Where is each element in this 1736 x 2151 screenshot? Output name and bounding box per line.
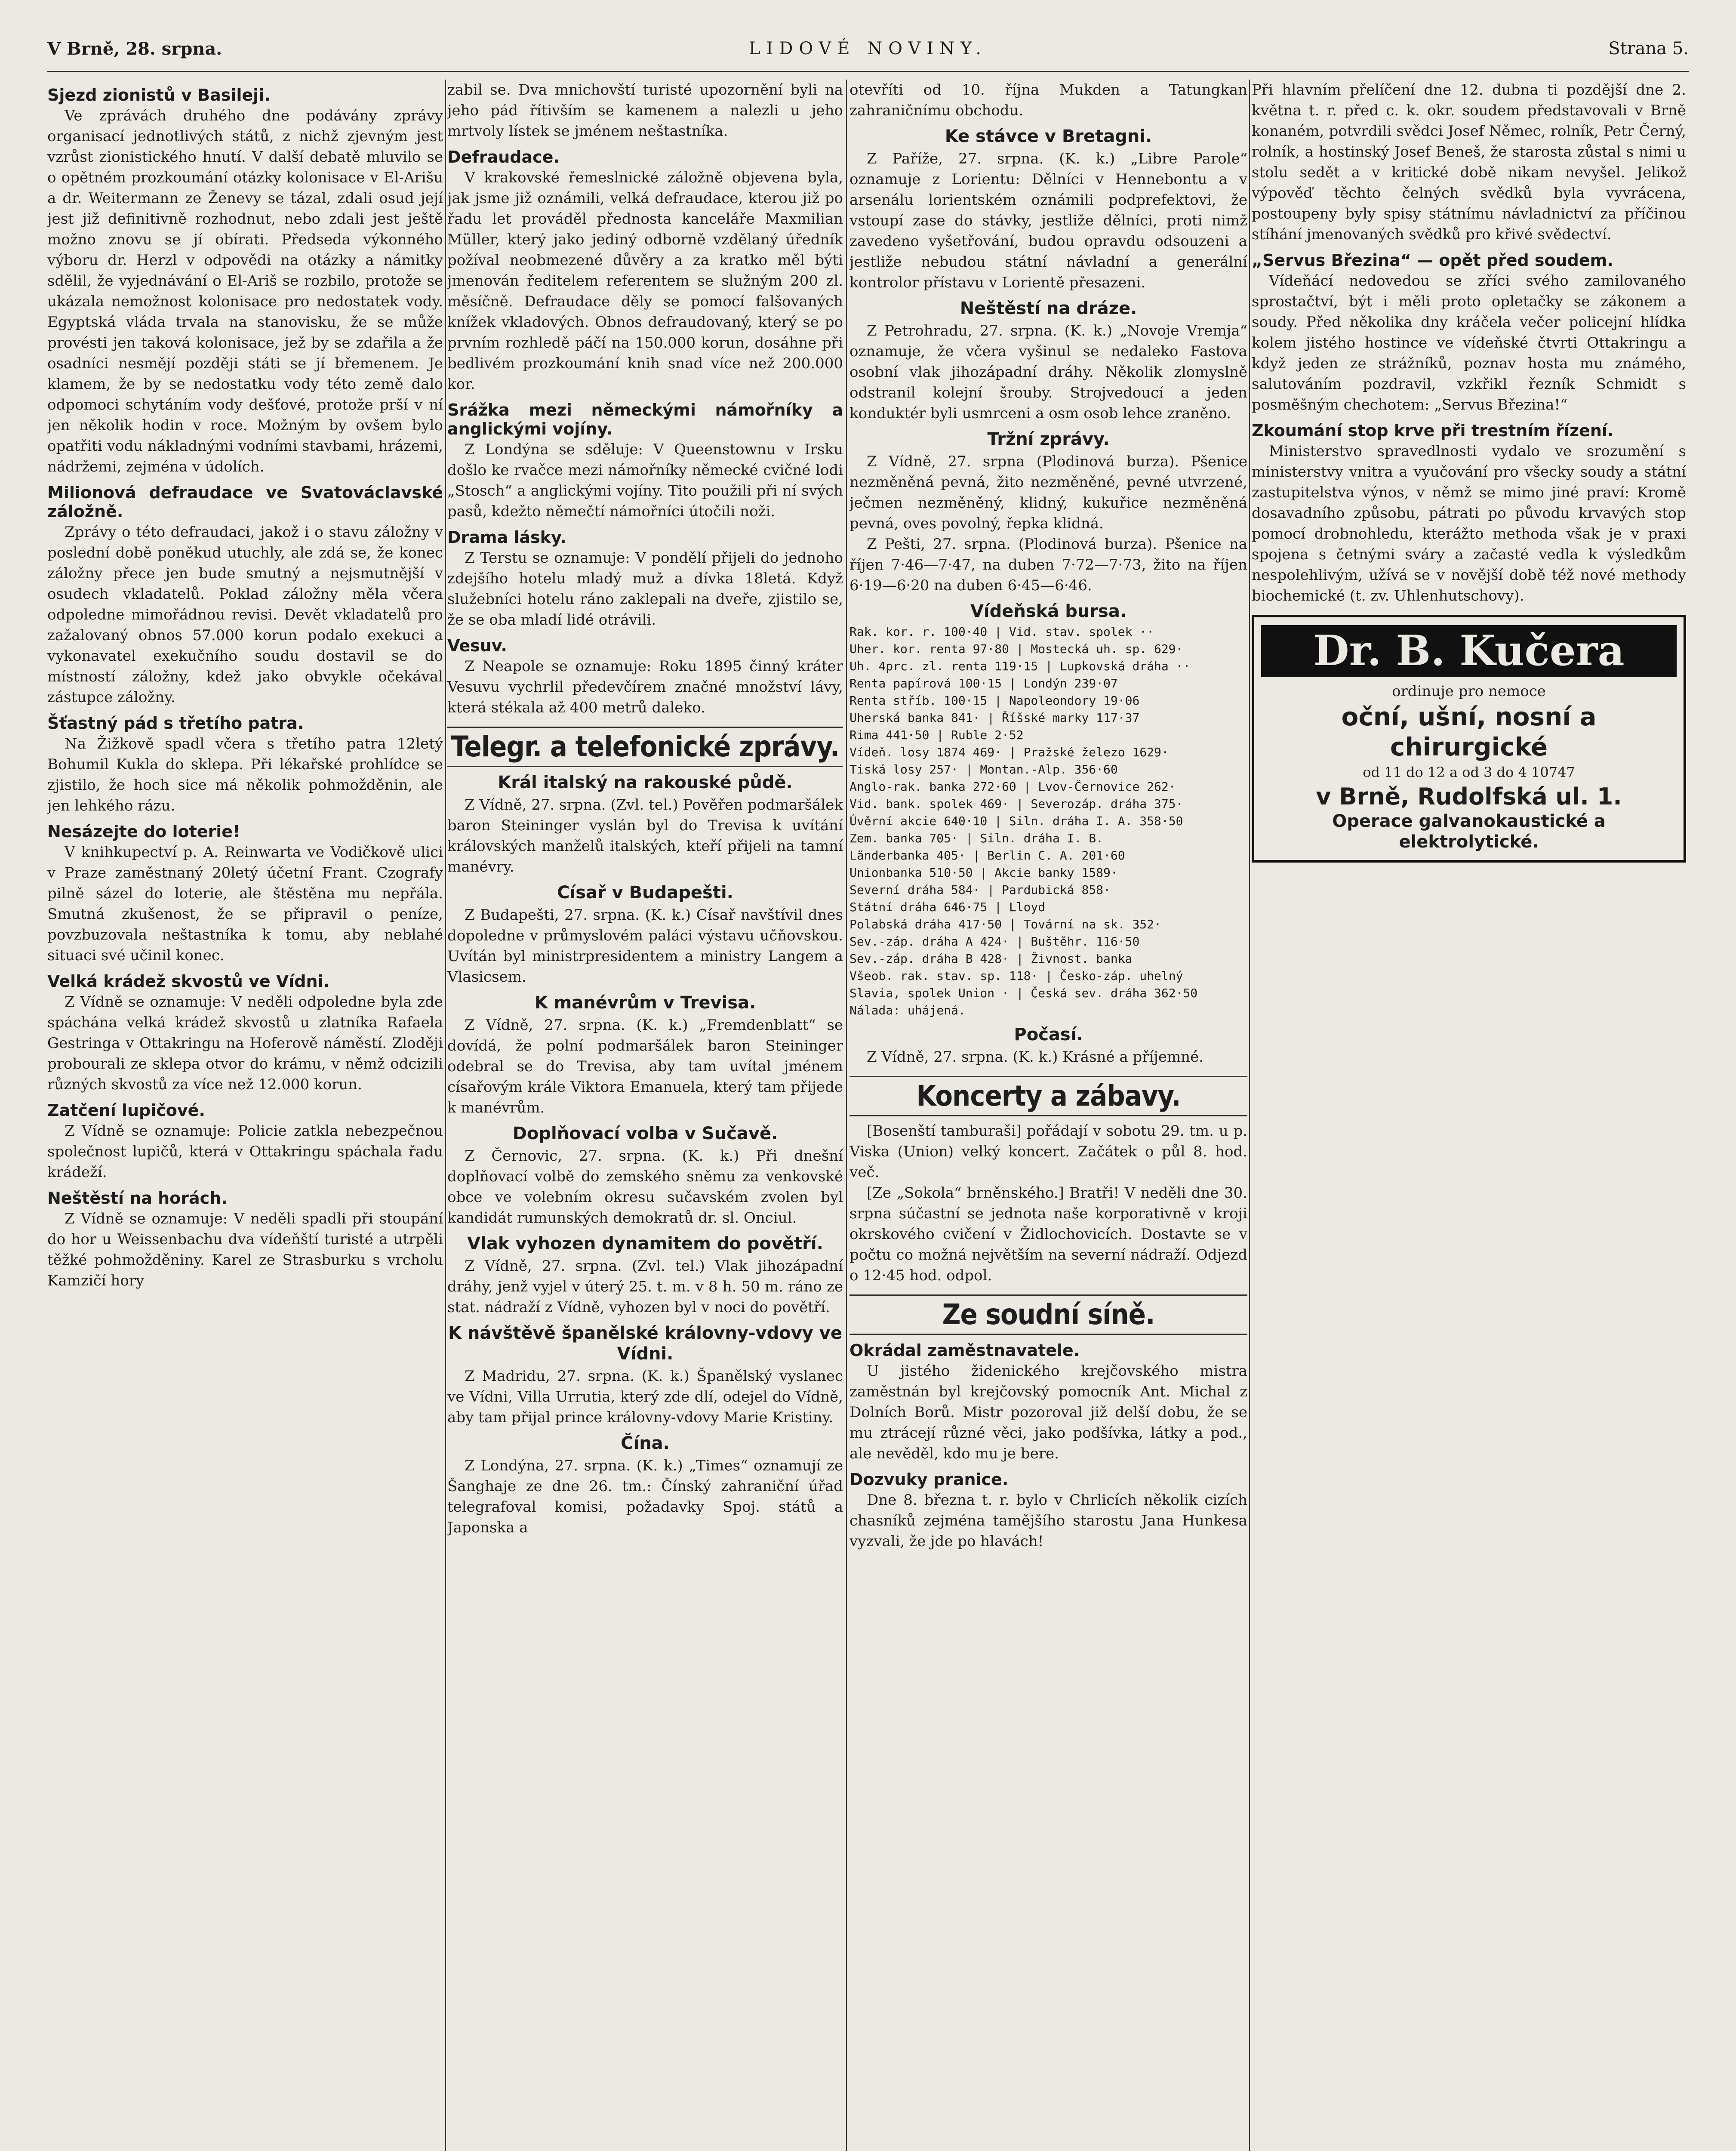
article-text: [Ze „Sokola“ brněnského.] Bratři! V neděli dne 30. srpna súčastní se jednota naše korporativně v kroji okrskového cvičení v Židlochovicích. Dostavte se v počtu co možná největším na severní nádraží. Odjezd o 12·45 hod. odpol. [850, 1184, 1247, 1284]
article-heading: Sjezd zionistů v Basileji. [47, 86, 271, 105]
column-1 [47, 80, 443, 2151]
article-text: U jistého židenického krejčovského mistra zaměstnán byl krejčovský pomocník Ant. Michal z Dolních Borů. Mistr pozoroval již delší dobu, že se mu ztrácejí různé věci, jako podšívka, látky a pod., ale nevěděl, kdo mu je bere. [850, 1362, 1247, 1462]
column-3 [850, 80, 1247, 2151]
advertisement [1252, 615, 1686, 863]
column-4 [1252, 80, 1686, 2151]
article-text: Vídeňácí nedovedou se zříci svého zamilovaného sprostačtví, být i měli proto opletačky se zákonem a soudy. Před několika dny kráčela večer policejní hlídka kolem jistého hostince ve vídeňské čtvrti Ottakringu a když jeden ze strážníků, poznav hosta mu známého, salutováním pozdravil, vzkřikl řezník Schmidt s posměšným chechotem: „Servus Březina!“ [1252, 272, 1686, 413]
news-heading: Tržní zprávy. [987, 429, 1110, 449]
article-text: Z Vídně, 27. srpna. (Zvl. tel.) Vlak jihozápadní dráhy, jenž vyjel v úterý 25. t. m. v 8 h. 50 m. ráno ze stat. nádraží z Vídně, vyhozen byl v noci do povětří. [447, 1257, 843, 1316]
article-heading: Defraudace. [447, 148, 560, 166]
article-text: Dne 8. března t. r. bylo v Chrlicích několik cizích chasníků zejména tamějšího starostu Jana Hunkesa vyzvali, že jde po hlavách! [850, 1492, 1247, 1550]
stock-exchange-table: Rak. kor. r. 100·40 | Vid. stav. spolek ·· Uher. kor. renta 97·80 | Mostecká uh. sp. 629· Uh. 4prc. zl. renta 119·15 | Lupkovská dráha ·· Renta papírová 100·15 | Londýn 239·07 Renta stříb. 100·15 | Napoleondory 19·06 Uherská banka 841· | Říšské marky 117·37 Rima 441·50 | Ruble 2·52 Vídeň. losy 1874 469· | Pražské železo 1629· Tiská losy 257· | Montan.-Alp. 356·60 Anglo-rak. banka 272·60 | Lvov-Černovice 262· Vid. bank. spolek 469· | Severozáp. dráha 375· Úvěrní akcie 640·10 | Siln. dráha I. A. 358·50 Zem. banka 705· | Siln. dráha I. B. Länderbanka 405· | Berlin C. A. 201·60 Unionbanka 510·50 | Akcie banky 1589· Severní dráha 584· | Pardubická 858· Státní dráha 646·75 | Lloyd Polabská dráha 417·50 | Tovární na sk. 352· Sev.-záp. dráha A 424· | Buštěhr. 116·50 Sev.-záp. dráha B 428· | Živnost. banka Všeob. rak. stav. sp. 118· | Česko-záp. uhelný Slavia, spolek Union · | Česká sev. dráha 362·50 Nálada: uhájená. [850, 625, 1198, 1017]
news-heading: Vídeňská bursa. [970, 601, 1127, 621]
article-text: Z Paříže, 27. srpna. (K. k.) „Libre Parole“ oznamuje z Lorientu: Dělníci v Hennebontu a v arsenálu lorientském oznámili podprefektovi, že vstoupí zase do stávky, jestliže dělníci, proti nimž zavedeno vyšetřování, budou opravdu odsouzeni a jestliže nebudou státní návladní a generální kontrolor přístavu v Lorientě přesazeni. [850, 150, 1247, 291]
page-header [47, 39, 1689, 69]
article-text: Z Vídně se oznamuje: V neděli odpoledne byla zde spáchána velká krádež skvostů u zlatníka Rafaela Gestringa v Ottakringu na Hoferově náměstí. Zloději probourali ze sklepa otvor do krámu, v němž odcizili různých skvostů za více než 12.000 korun. [47, 993, 443, 1093]
article-heading: Velká krádež skvostů ve Vídni. [47, 972, 330, 991]
article-text: Na Žižkově spadl včera s třetího patra 12letý Bohumil Kukla do sklepa. Při lékařské prohlídce se zjistilo, že hoch sice má několik pohmožděnin, ale jen lehkého rázu. [47, 735, 443, 814]
article-text: Při hlavním přelíčení dne 12. dubna ti pozdější dne 2. května t. r. před c. k. okr. soudem představovali v Brně konaném, potvrdili svědci Josef Němec, rolník, Petr Černý, rolník, a hostinský Josef Beneš, že starosta zůstal s nimi u stolu sedět a v kritické době nikam nevyšel. Jelikož výpověď těchto čelných svědků byla vyvrácena, postoupeny byly spisy státnímu návladnictví za příčinou stíhání jmenovaných svědků pro křivé svědectví. [1252, 81, 1686, 243]
article-heading: Srážka mezi německými námořníky a anglickými vojíny. [447, 401, 843, 438]
article-text: Z Budapešti, 27. srpna. (K. k.) Císař navštívil dnes dopoledne v průmyslovém paláci výstavu učňovskou. Uvítán byl ministrpresidentem a ministry Langem a Vlasicsem. [447, 906, 843, 986]
article-text: Z Londýna, 27. srpna. (K. k.) „Times“ oznamují ze Šanghaje ze dne 26. tm.: Čínský zahraniční úřad telegrafoval komisi, požadavky Spoj. států a Japonska a [447, 1457, 843, 1536]
article-heading: Drama lásky. [447, 528, 566, 547]
article-heading: Neštěstí na horách. [47, 1189, 228, 1208]
article-text: Z Londýna se sděluje: V Queenstownu v Irsku došlo ke rvačce mezi námořníky německé cvičné lodi „Stosch“ a anglickými vojíny. Tito použili při ní svých pasů, kdežto němečtí námořníci útočili noži. [447, 441, 843, 520]
article-text: Z Vídně, 27. srpna. (Zvl. tel.) Pověřen podmaršálek baron Steininger vyslán byl do Trevisa k uvítání královských manželů italských, kteří přijeli na tamní manévry. [447, 796, 843, 875]
article-text: V knihkupectví p. A. Reinwarta ve Vodičkově ulici v Praze zaměstnaný 20letý účetní Frant. Czografy pilně sázel do loterie, ale štěstěna mu nepřála. Smutná zkušenost, že se připravil o peníze, povzbuzovala neštastníka k tomu, aby neblahé situaci své učinil konec. [47, 844, 443, 964]
column-rule [846, 80, 847, 2151]
article-text: Ve zprávách druhého dne podávány zprávy organisací jednotlivých států, z nichž zjevným jest vzrůst zionistického hnutí. V další debatě mluvilo se o opětném prozkoumání otázky kolonisace v El-Arišu a dr. Weitermann ze Ženevy se tázal, zdali osud její jest již definitivně rozhodnut, nebo zdali jest ještě možno znovu se jí obírati. Předseda výkonného výboru dr. Herzl v odpovědi na otázky a námitky sdělil, že vyjednávání o El-Ariš se rozbilo, protože se ukázala nemožnost kolonisace pro nedostatek vody. Egyptská vláda trvala na stanovisku, že se může provésti jen taková kolonisace, jež by se zdařila a že osadníci nesmějí později státi se jí břemenem. Je klamem, že by se nedostatku vody této země dalo odpomoci schytáním vody dešťové, protože prší v ní jen několik hodin v roce. Možným by ovšem bylo opatřiti vodu nákladnými vodními stavbami, hrázemi, nádržemi, zejména v údolích. [47, 107, 443, 475]
article-text: V krakovské řemeslnické záložně objevena byla, jak jsme již oznámili, velká defraudace, kterou již po řadu let prováděl přednosta kanceláře Maxmilian Müller, který jako jediný odborně vzdělaný úředník požíval neobmezené důvěry a za kratko měl býti jmenován ředitelem referentem se služným 200 zl. měsíčně. Defraudace děly se pomocí falšovaných knížek vkladových. Obnos defraudovaný, který se po prvním rozhledě páčí na 150.000 korun, dosáhne při bedlivém prozkoumání knih snad více než 200.000 kor. [447, 169, 843, 393]
article-text: Z Vídně, 27. srpna. (K. k.) „Fremdenblatt“ se dovídá, že polní podmaršálek baron Steininger odebral se do Trevisa, aby tam uvítal jménem císařovým krále Viktora Emanuela, který tam přijede k manévrům. [447, 1017, 843, 1116]
news-heading: Doplňovací volba v Sučavě. [512, 1124, 778, 1143]
article-text: Z Pešti, 27. srpna. (Plodinová burza). Pšenice na říjen 7·46—7·47, na duben 7·72—7·73, žito na říjen 6·19—6·20 na duben 6·45—6·46. [850, 536, 1247, 594]
news-heading: Počasí. [1014, 1025, 1083, 1045]
article-heading: Milionová defraudace ve Svatováclavské záložně. [47, 483, 443, 521]
article-text: Z Černovic, 27. srpna. (K. k.) Při dnešní doplňovací volbě do zemského sněmu za venkovské obce ve volebním okresu sučavském zvolen byl kandidát rumunských demokratů dr. sl. Onciul. [447, 1147, 843, 1227]
article-heading: Šťastný pád s třetího patra. [47, 714, 304, 733]
article-text: Z Vídně se oznamuje: V neděli spadli při stoupání do hor u Weissenbachu dva vídeňští turisté a utrpěli těžké pohmožděniny. Karel ze Strasburku s vrcholu Kamzičí hory [47, 1210, 443, 1289]
article-heading: Dozvuky pranice. [850, 1470, 1009, 1489]
article-heading: Zkoumání stop krve při trestním řízení. [1252, 421, 1614, 440]
news-heading: Císař v Budapešti. [557, 883, 733, 903]
column-rule [445, 80, 446, 2151]
article-text: Z Madridu, 27. srpna. (K. k.) Španělský vyslanec ve Vídni, Villa Urrutia, který zde dlí, odejel do Vídně, aby tam přijal prince královny-vdovy Marie Kristiny. [447, 1368, 843, 1426]
masthead-title: LIDOVÉ NOVINY. [748, 39, 988, 59]
article-text: Z Vídně, 27. srpna (Plodinová burza). Pšenice nezměněná pevná, žito nezměněné, pevné utvrzené, ječmen nezměněný, klidný, kukuřice nezměněná pevná, oves povolný, řepka klidná. [850, 453, 1247, 532]
section-heading: Ze soudní síně. [850, 1294, 1247, 1335]
news-heading: Neštěstí na dráze. [960, 299, 1137, 318]
article-text: Ministerstvo spravedlnosti vydalo ve srozumění s ministerstvy vnitra a vyučování pro všecky soudy a státní zastupitelstva výnos, v němž se mimo jiné praví: Kromě dosavadního způsobu, pátrati po původu krvavých stop pomocí drobnohledu, kterážto methoda však je v praxi spojena s četnými sváry a začasté vedla k výsledkům nespolehlivým, užívá se v novější době též nové methody biochemické (t. zv. Uhlenhutschovy). [1252, 443, 1686, 604]
ad-address: v Brně, Rudolfská ul. 1. [1316, 783, 1622, 810]
column-2 [447, 80, 843, 2151]
article-text: zabil se. Dva mnichovští turisté upozornění byli na jeho pád řítivším se kamenem a nalezli u jeho mrtvoly lístek se jménem neštastníka. [447, 81, 843, 140]
news-heading: Čína. [621, 1433, 670, 1453]
header-rule [47, 71, 1689, 72]
article-text: Z Vídně se oznamuje: Policie zatkla nebezpečnou společnost lupičů, která v Ottakringu spáchala řadu krádeží. [47, 1122, 443, 1181]
article-text: Z Vídně, 27. srpna. (K. k.) Krásné a příjemné. [867, 1048, 1204, 1066]
column-rule [1249, 80, 1250, 2151]
ad-hours: od 11 do 12 a od 3 do 4 10747 [1363, 764, 1575, 780]
article-text: Z Terstu se oznamuje: V pondělí přijeli do jednoho zdejšího hotelu mladý muž a dívka 18letá. Když služebníci hotelu ráno zaklepali na dveře, zjistilo se, že se oba mladí lidé otrávili. [447, 549, 843, 629]
section-heading: Telegr. a telefonické zprávy. [447, 727, 843, 767]
header-date: V Brně, 28. srpna. [47, 39, 222, 59]
page-number: Strana 5. [1608, 39, 1689, 59]
ad-text: ordinuje pro nemoce [1392, 683, 1546, 700]
ad-specialties: oční, ušní, nosní a chirurgické [1341, 702, 1597, 761]
article-heading: Okrádal zaměstnavatele. [850, 1341, 1080, 1360]
article-heading: Nesázejte do loterie! [47, 822, 240, 841]
article-text: otevříti od 10. října Mukden a Tatungkan zahraničnímu obchodu. [850, 81, 1247, 119]
ad-doctor-name: Dr. B. Kučera [1261, 625, 1677, 677]
news-heading: Vlak vyhozen dynamitem do povětří. [467, 1234, 823, 1254]
news-heading: K návštěvě španělské královny-vdovy ve Vídni. [448, 1323, 842, 1364]
news-heading: K manévrům v Trevisa. [534, 993, 756, 1013]
article-heading: Zatčení lupičové. [47, 1101, 205, 1120]
ad-operations: Operace galvanokaustické a elektrolytické. [1332, 811, 1606, 852]
article-heading: „Servus Březina“ — opět před soudem. [1252, 251, 1613, 270]
news-heading: Král italský na rakouské půdě. [498, 773, 793, 792]
article-text: [Bosenští tamburaši] pořádají v sobotu 29. tm. u p. Viska (Union) velký koncert. Začátek o půl 8. hod. več. [850, 1122, 1247, 1181]
section-heading: Koncerty a zábavy. [850, 1076, 1247, 1116]
article-heading: Vesuv. [447, 636, 507, 655]
news-heading: Ke stávce v Bretagni. [945, 126, 1152, 146]
article-text: Z Neapole se oznamuje: Roku 1895 činný kráter Vesuvu vychrlil předevčírem značné množství lávy, která stékala až 400 metrů daleko. [447, 658, 843, 716]
article-text: Zprávy o této defraudaci, jakož i o stavu záložny v poslední době poněkud utuchly, ale zdá se, že konec záložny přece jen bude smutný a nejsmutnější v osudech vkladatelů. Poklad záložny měla včera odpoledne mimořádnou revisi. Devět vkladatelů pro zažalovaný obnos 57.000 korun podalo exekuci a vykonavatel exekučního soudu dostavil se do místností záložny, kdež jako obvykle očekával zástupce záložny. [47, 524, 443, 706]
article-text: Z Petrohradu, 27. srpna. (K. k.) „Novoje Vremja“ oznamuje, že včera vyšinul se nedaleko Fastova osobní vlak jihozápadní dráhy. Několik zlomyslně odstranil kolejní šrouby. Strojvedoucí a jeden konduktér byli usmrceni a osm osob lehce zraněno. [850, 322, 1247, 422]
